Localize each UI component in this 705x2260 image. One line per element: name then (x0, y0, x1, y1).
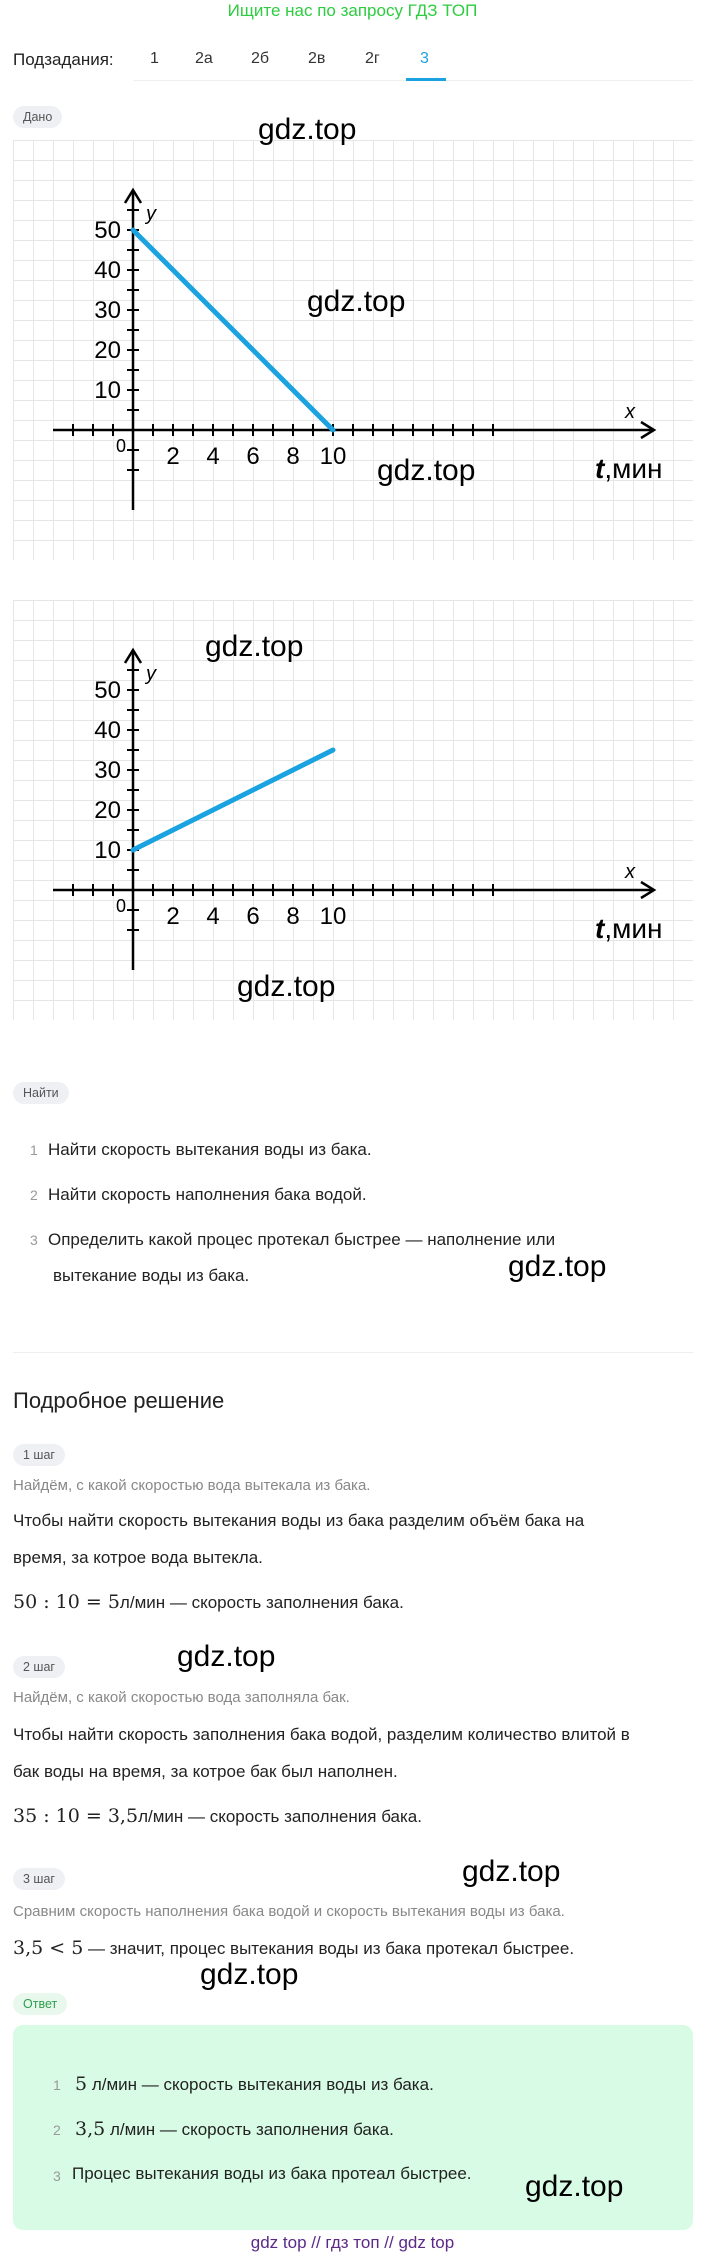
answer-item-text (75, 2073, 434, 2095)
watermark: gdz.top (177, 1640, 276, 1673)
watermark: gdz.top (205, 630, 304, 663)
graph-2-svg (13, 600, 693, 1020)
watermark: gdz.top (508, 1250, 607, 1283)
step-1-hint: Найдём, с какой скоростью вода вытекала из бака. (13, 1477, 371, 1494)
watermark: gdz.top (525, 2170, 624, 2203)
graph-1-image (13, 140, 693, 560)
x-axis-letter: x (625, 401, 635, 423)
find-item-text-continued: вытекание воды из бака. (53, 1266, 250, 1285)
tab-2a[interactable]: 2а (195, 50, 213, 67)
watermark: gdz.top (307, 285, 406, 318)
x-tick-label: 10 (319, 443, 347, 470)
x-tick-label: 6 (246, 443, 260, 470)
tab-2b[interactable]: 2б (251, 50, 270, 67)
watermark: gdz.top (258, 113, 357, 146)
x-tick-label: 8 (286, 443, 300, 470)
data-line (133, 750, 333, 850)
x-axis-letter: x (625, 861, 635, 883)
top-search-banner[interactable]: Ищите нас по запросу ГДЗ ТОП (227, 1, 478, 20)
x-tick-label: 2 (166, 443, 180, 470)
answer-item-number: 2 (53, 2122, 61, 2138)
active-tab-indicator (406, 78, 446, 81)
time-unit: ,мин (604, 453, 663, 484)
step-1-tail: л/мин — скорость заполнения бака. (119, 1593, 404, 1612)
x-tick-label: 10 (319, 903, 347, 930)
tab-2g[interactable]: 2г (365, 50, 380, 67)
x-tick-label: 2 (166, 903, 180, 930)
step-3-hint: Сравним скорость наполнения бака водой и скорость вытекания воды из бака. (13, 1903, 565, 1920)
find-item-number: 3 (30, 1232, 38, 1248)
answer-item-text (75, 2118, 394, 2140)
find-item-number: 2 (30, 1187, 38, 1203)
answer-badge: Ответ (13, 1993, 67, 2015)
origin-label: 0 (115, 896, 127, 916)
y-tick-label: 20 (94, 337, 121, 364)
answer-math: 5 (75, 2073, 88, 2095)
y-tick-label: 20 (94, 797, 121, 824)
find-item-text: Найти скорость вытекания воды из бака. (48, 1140, 372, 1159)
step-2-text: бак воды на время, за котрое бак был наполнен. (13, 1762, 398, 1781)
step-1-text: время, за котрое вода вытекла. (13, 1548, 263, 1567)
tab-2v[interactable]: 2в (308, 50, 326, 67)
origin-label: 0 (115, 436, 127, 456)
t-variable: t (595, 913, 605, 944)
answer-item-number: 3 (53, 2168, 61, 2184)
x-tick-label: 8 (286, 903, 300, 930)
time-axis-label (595, 913, 662, 944)
answer-text: Процес вытекания воды из бака протеал быстрее. (72, 2164, 472, 2183)
find-item-text: Найти скорость наполнения бака водой. (48, 1185, 367, 1204)
step-3-math: 3,5 < 5 (13, 1937, 84, 1959)
step-3-badge: 3 шаг (13, 1868, 65, 1890)
y-axis-letter: y (146, 203, 156, 225)
answer-text: л/мин — скорость вытекания воды из бака. (87, 2075, 434, 2094)
subtasks-label: Подзадания: (13, 50, 114, 69)
y-tick-label: 30 (94, 757, 121, 784)
step-2-text: Чтобы найти скорость заполнения бака водой, разделим количество влитой в (13, 1725, 630, 1744)
step-2-hint: Найдём, с какой скоростью вода заполняла бак. (13, 1689, 350, 1706)
time-axis-label (595, 453, 662, 484)
step-1-badge: 1 шаг (13, 1444, 65, 1466)
data-line (133, 230, 333, 430)
x-tick-label: 4 (206, 443, 220, 470)
tab-3[interactable]: 3 (420, 50, 429, 67)
y-tick-label: 10 (94, 377, 121, 404)
x-tick-label: 4 (206, 903, 220, 930)
y-tick-label: 50 (94, 217, 121, 244)
footer-links[interactable]: gdz top // гдз топ // gdz top (250, 2233, 455, 2252)
graph-2-image (13, 600, 693, 1020)
tab-1[interactable]: 1 (150, 50, 159, 67)
watermark: gdz.top (200, 1958, 299, 1991)
step-3-tail: — значит, процес вытекания воды из бака протекал быстрее. (83, 1939, 575, 1958)
step-1-math: 50 : 10 = 5 (13, 1591, 120, 1613)
step-2-math: 35 : 10 = 3,5 (13, 1805, 139, 1827)
y-tick-label: 40 (94, 257, 121, 284)
find-item-number: 1 (30, 1142, 38, 1158)
section-divider (13, 1352, 693, 1353)
answer-item-text (72, 2164, 472, 2184)
given-badge: Дано (13, 106, 62, 128)
y-tick-label: 30 (94, 297, 121, 324)
watermark: gdz.top (237, 970, 336, 1003)
x-tick-label: 6 (246, 903, 260, 930)
solution-heading: Подробное решение (13, 1388, 225, 1413)
time-unit: ,мин (604, 913, 663, 944)
graph-1-svg (13, 140, 693, 560)
watermark: gdz.top (377, 454, 476, 487)
answer-item-number: 1 (53, 2077, 61, 2093)
y-tick-label: 50 (94, 677, 121, 704)
step-2-result (13, 1803, 422, 1830)
step-1-text: Чтобы найти скорость вытекания воды из бака разделим объём бака на (13, 1511, 585, 1530)
find-badge: Найти (13, 1082, 69, 1104)
step-1-result (13, 1589, 404, 1616)
y-tick-label: 40 (94, 717, 121, 744)
watermark: gdz.top (462, 1855, 561, 1888)
answer-math: 3,5 (75, 2118, 106, 2140)
y-axis-letter: y (146, 663, 156, 685)
answer-text: л/мин — скорость заполнения бака. (105, 2120, 394, 2139)
step-2-badge: 2 шаг (13, 1656, 65, 1678)
t-variable: t (595, 453, 605, 484)
find-item-text: Определить какой процес протекал быстрее — наполнение или (48, 1230, 556, 1249)
y-tick-label: 10 (94, 837, 121, 864)
step-2-tail: л/мин — скорость заполнения бака. (138, 1807, 422, 1826)
